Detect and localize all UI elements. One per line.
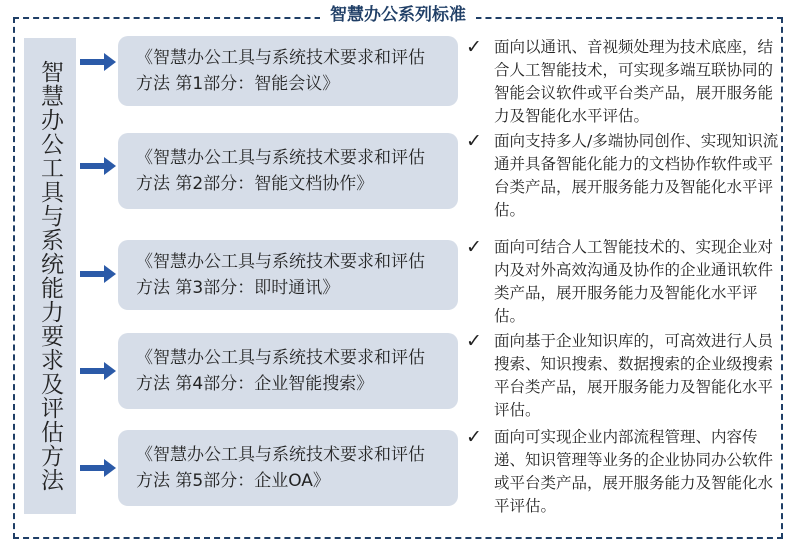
- standard-name-1: 《智慧办公工具与系统技术要求和评估方法 第1部分：智能会议》: [136, 48, 425, 94]
- standard-box-4: [118, 333, 458, 409]
- standard-desc-2: 面向支持多人/多端协同创作、实现知识流通并具备智能化能力的文档协作软件或平台类产品，展开服务能力及智能化水平评估。: [494, 132, 779, 219]
- diagram-title: 智慧办公系列标准: [320, 2, 476, 28]
- check-icon: ✓: [466, 330, 482, 352]
- standard-box-2: [118, 133, 458, 209]
- standard-name-3: 《智慧办公工具与系统技术要求和评估方法 第3部分：即时通讯》: [136, 252, 425, 298]
- arrow-icon: [80, 52, 116, 72]
- standard-box-5: [118, 430, 458, 506]
- arrow-icon: [80, 361, 116, 381]
- check-icon: ✓: [466, 426, 482, 448]
- diagram-title-wrap: [0, 2, 796, 28]
- standard-name-2: 《智慧办公工具与系统技术要求和评估方法 第2部分：智能文档协作》: [136, 148, 425, 194]
- check-icon: ✓: [466, 236, 482, 258]
- left-category-label: 智慧办公工具与系统能力要求及评估方法: [37, 60, 63, 492]
- check-icon: ✓: [466, 36, 482, 58]
- standard-name-4: 《智慧办公工具与系统技术要求和评估方法 第4部分：企业智能搜索》: [136, 348, 425, 394]
- arrow-icon: [80, 458, 116, 478]
- standard-box-3: [118, 240, 458, 310]
- standard-box-1: [118, 36, 458, 106]
- standard-name-5: 《智慧办公工具与系统技术要求和评估方法 第5部分：企业OA》: [136, 445, 425, 491]
- standard-desc-1: 面向以通讯、音视频处理为技术底座，结合人工智能技术，可实现多端互联协同的智能会议软件或平台类产品，展开服务能力及智能化水平评估。: [494, 38, 774, 125]
- check-icon: ✓: [466, 130, 482, 152]
- arrow-icon: [80, 264, 116, 284]
- standard-desc-4: 面向基于企业知识库的，可高效进行人员搜索、知识搜索、数据搜索的企业级搜索平台类产品，展开服务能力及智能化水平评估。: [494, 332, 774, 419]
- left-category-box: [24, 38, 76, 514]
- arrow-icon: [80, 156, 116, 176]
- standard-desc-5: 面向可实现企业内部流程管理、内容传递、知识管理等业务的企业协同办公软件或平台类产品，展开服务能力及智能化水平评估。: [494, 428, 774, 515]
- standard-desc-3: 面向可结合人工智能技术的、实现企业对内及对外高效沟通及协作的企业通讯软件类产品，展开服务能力及智能化水平评估。: [494, 238, 774, 325]
